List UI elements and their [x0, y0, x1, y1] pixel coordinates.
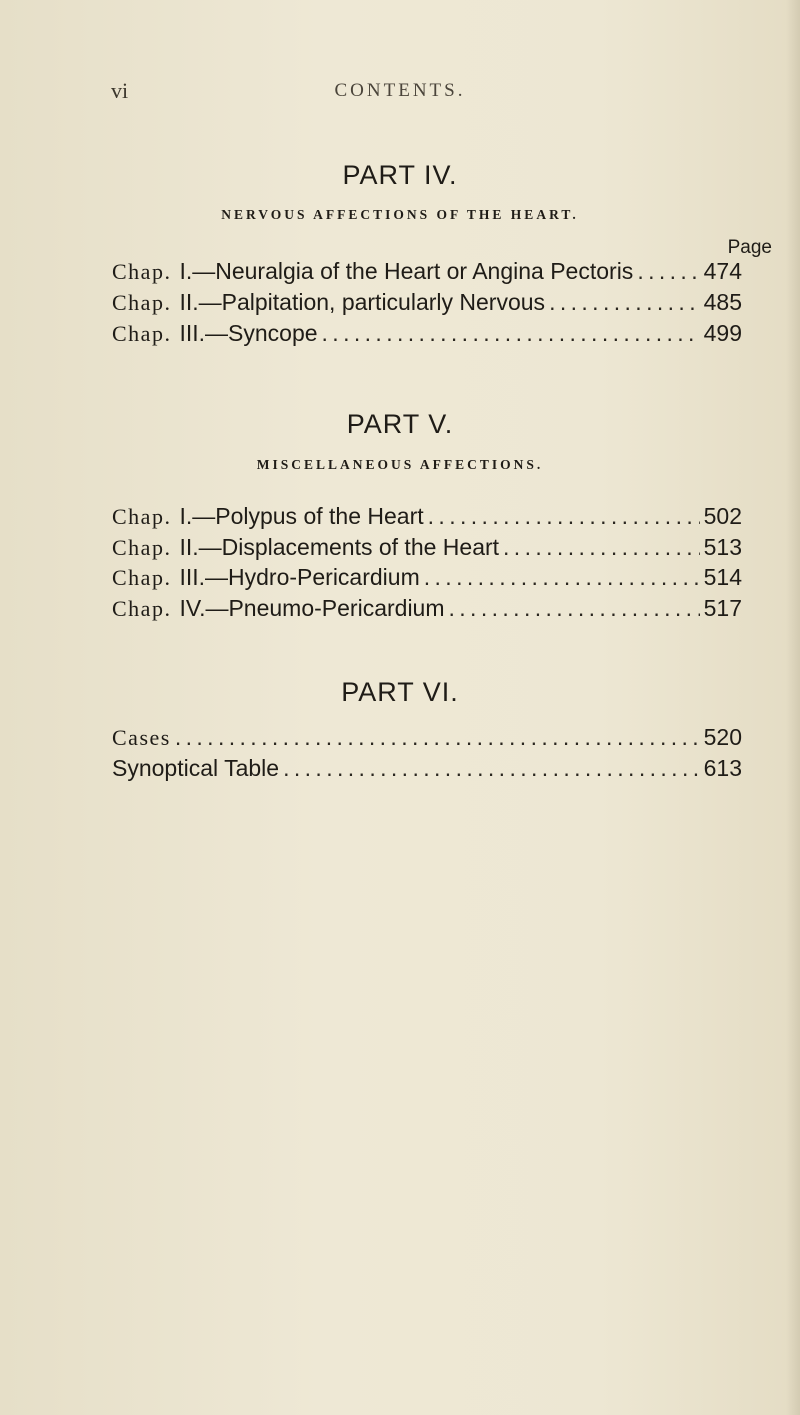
entry-title: Polypus of the Heart — [215, 503, 424, 529]
entry-title: Palpitation, particularly Nervous — [221, 289, 546, 315]
page-folio: vi — [111, 78, 129, 103]
entry-page-number: 517 — [703, 595, 742, 621]
toc-entry[interactable] — [112, 534, 742, 564]
entry-title: Neuralgia of the Heart or Angina Pectoris — [215, 258, 634, 284]
entry-page-number: 613 — [703, 755, 742, 781]
toc-entry[interactable] — [112, 564, 742, 594]
entry-title: Syncope — [228, 320, 318, 346]
dot-leader — [637, 258, 699, 285]
chapter-numeral: II. — [179, 534, 199, 560]
entry-page-number: 513 — [703, 534, 742, 560]
chapter-numeral: I. — [179, 503, 193, 529]
em-dash: — — [192, 503, 216, 529]
chapter-numeral: I. — [179, 258, 193, 284]
dot-leader — [549, 289, 700, 316]
entry-title: Displacements of the Heart — [221, 534, 500, 560]
part-v-title: PART V. — [346, 409, 454, 439]
dot-leader — [424, 564, 700, 591]
chapter-numeral: III. — [179, 564, 206, 590]
part-iv-subtitle: NERVOUS AFFECTIONS OF THE HEART. — [221, 207, 579, 222]
dot-leader — [503, 534, 700, 561]
toc-entry[interactable] — [112, 289, 742, 319]
entry-title: Cases — [112, 725, 171, 750]
dot-leader — [322, 320, 700, 347]
toc-entry[interactable] — [112, 755, 742, 785]
running-head — [0, 78, 800, 108]
toc-entry[interactable] — [112, 258, 742, 288]
entry-page-number: 520 — [703, 724, 742, 750]
part-vi-title: PART VI. — [341, 677, 459, 707]
em-dash: — — [205, 595, 229, 621]
em-dash: — — [205, 564, 229, 590]
chapter-label: Chap. — [112, 321, 172, 346]
dot-leader — [428, 503, 700, 530]
dot-leader — [175, 724, 700, 751]
toc-entry[interactable] — [112, 320, 742, 350]
dot-leader — [449, 595, 700, 622]
entry-page-number: 485 — [703, 289, 742, 315]
chapter-numeral: III. — [179, 320, 206, 346]
chapter-label: Chap. — [112, 596, 172, 621]
entry-page-number: 514 — [703, 564, 742, 590]
chapter-numeral: IV. — [179, 595, 206, 621]
part-iv-title: PART IV. — [342, 160, 458, 190]
entry-title: Hydro-Pericardium — [228, 564, 420, 590]
em-dash: — — [205, 320, 229, 346]
entry-page-number: 499 — [703, 320, 742, 346]
chapter-numeral: II. — [179, 289, 199, 315]
dot-leader — [283, 755, 700, 782]
chapter-label: Chap. — [112, 565, 172, 590]
em-dash: — — [192, 258, 216, 284]
part-v-subtitle: MISCELLANEOUS AFFECTIONS. — [256, 457, 544, 472]
entry-title: Pneumo-Pericardium — [228, 595, 445, 621]
entry-title: Synoptical Table — [112, 755, 280, 781]
entry-page-number: 474 — [703, 258, 742, 284]
toc-entry[interactable] — [112, 503, 742, 533]
chapter-label: Chap. — [112, 535, 172, 560]
entry-page-number: 502 — [703, 503, 742, 529]
em-dash: — — [198, 534, 222, 560]
running-head-title: CONTENTS. — [334, 80, 466, 101]
toc-entry[interactable] — [112, 724, 742, 754]
chapter-label: Chap. — [112, 290, 172, 315]
page-column-label: Page — [727, 237, 772, 258]
toc-entry[interactable] — [112, 595, 742, 625]
chapter-label: Chap. — [112, 259, 172, 284]
em-dash: — — [198, 289, 222, 315]
chapter-label: Chap. — [112, 504, 172, 529]
